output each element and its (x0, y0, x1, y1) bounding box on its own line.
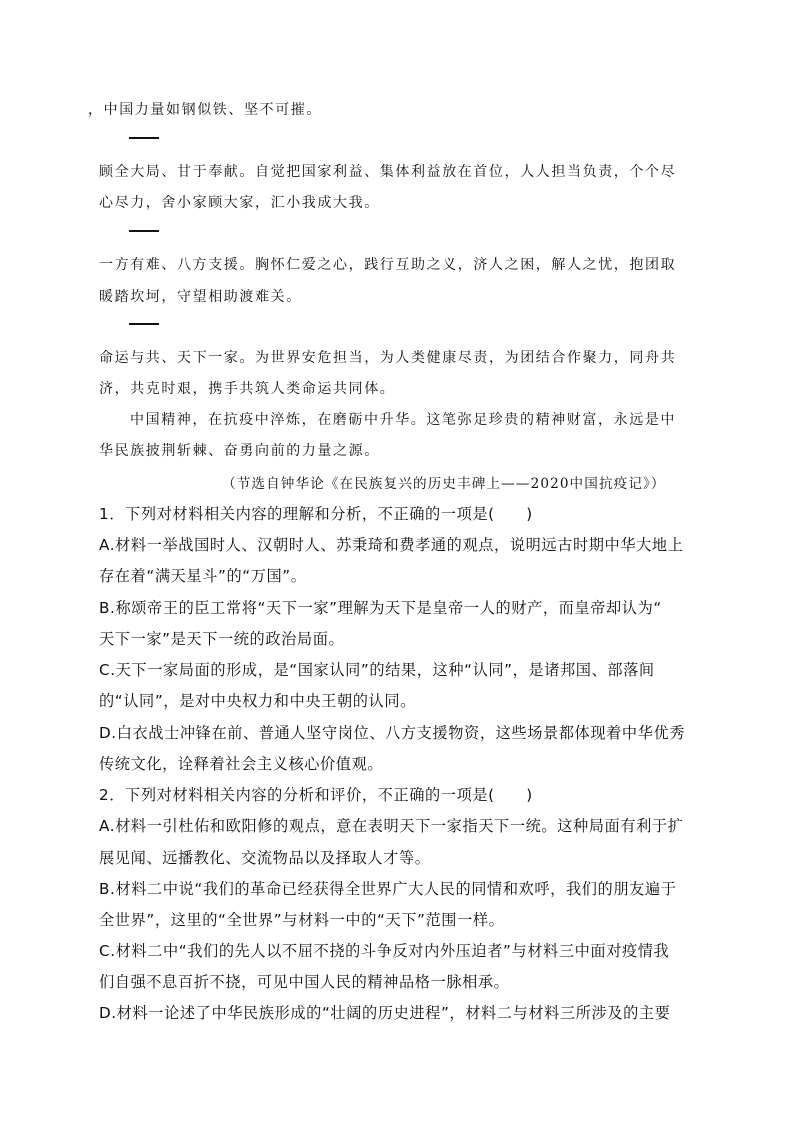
material-text-line: 中国精神，在抗疫中淬炼，在磨砺中升华。这笔弥足珍贵的精神财富，永远是中 (130, 412, 676, 428)
q1-option-a-cont: 存在着“满天星斗”的“万国”。 (99, 567, 307, 585)
material-text-line: 济，共克时艰，携手共筑人类命运共同体。 (99, 381, 396, 397)
material-text-line: 一方有难、八方支援。胸怀仁爱之心，践行互助之义，济人之困，解人之忧，抱团取 (99, 257, 677, 273)
q2-option-a-cont: 展见闻、远播教化、交流物品以及择取人才等。 (99, 849, 431, 867)
q2-option-b: B.材料二中说“我们的革命已经获得全世界广大人民的同情和欢呼，我们的朋友遍于 (99, 880, 677, 898)
em-dash-divider (129, 323, 159, 325)
material-text-line: 顾全大局、甘于奉献。自觉把国家利益、集体利益放在首位，人人担当负责，个个尽 (99, 164, 677, 180)
q2-option-b-cont: 全世界”，这里的“全世界”与材料一中的“天下”范围一样。 (99, 911, 505, 929)
source-citation: （节选自钟华论《在民族复兴的历史丰碑上——2020中国抗疫记》） (222, 476, 666, 492)
q1-option-a: A.材料一举战国时人、汉朝时人、苏秉琦和费孝通的观点，说明远古时期中华大地上 (99, 536, 684, 554)
q1-option-d: D.白衣战士冲锋在前、普通人坚守岗位、八方支援物资，这些场景都体现着中华优秀 (99, 724, 686, 742)
question-1-stem: 1．下列对材料相关内容的理解和分析，不正确的一项是( ) (99, 505, 533, 523)
q2-option-a: A.材料一引杜佑和欧阳修的观点，意在表明天下一家指天下一统。这种局面有利于扩 (99, 817, 684, 835)
q2-option-c: C.材料二中“我们的先人以不屈不挠的斗争反对内外压迫者”与材料三中面对疫情我 (99, 942, 670, 960)
q2-option-c-cont: 们自强不息百折不挠，可见中国人民的精神品格一脉相承。 (99, 973, 510, 991)
em-dash-divider (129, 230, 159, 232)
material-text-line: ，中国力量如钢似铁、坚不可摧。 (88, 102, 322, 118)
q1-option-c: C.天下一家局面的形成，是“国家认同”的结果，这种“认同”，是诸邦国、部落间 (99, 661, 655, 679)
q1-option-d-cont: 传统文化，诠释着社会主义核心价值观。 (99, 755, 384, 773)
question-2-stem: 2．下列对材料相关内容的分析和评价，不正确的一项是( ) (99, 786, 533, 804)
q1-option-b: B.称颂帝王的臣工常将“天下一家”理解为天下是皇帝一人的财产，而皇帝却认为“ (99, 599, 662, 617)
material-text-line: 命运与共、天下一家。为世界安危担当，为人类健康尽责，为团结合作聚力，同舟共 (99, 350, 677, 366)
em-dash-divider (129, 137, 159, 139)
material-text-line: 华民族披荆斩棘、奋勇向前的力量之源。 (99, 443, 380, 459)
q1-option-c-cont: 的“认同”，是对中央权力和中央王朝的认同。 (99, 692, 416, 710)
q1-option-b-cont: 天下一家”是天下一统的政治局面。 (99, 630, 345, 648)
material-text-line: 心尽力，舍小家顾大家，汇小我成大我。 (99, 195, 380, 211)
material-text-line: 暖踏坎坷，守望相助渡难关。 (99, 289, 302, 305)
q2-option-d: D.材料一论述了中华民族形成的“壮阔的历史进程”，材料二与材料三所涉及的主要 (99, 1004, 671, 1022)
